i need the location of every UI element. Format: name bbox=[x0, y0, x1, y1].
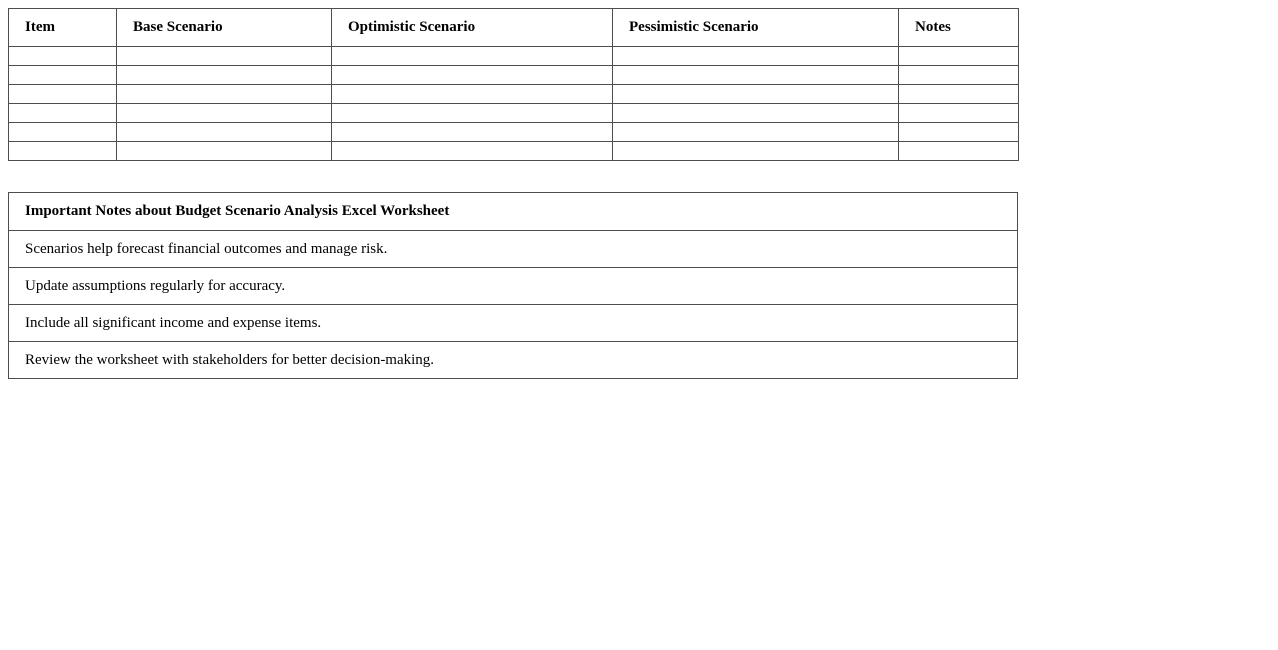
table-cell bbox=[9, 85, 117, 104]
header-optimistic-scenario: Optimistic Scenario bbox=[332, 9, 613, 47]
table-cell bbox=[9, 66, 117, 85]
table-cell bbox=[899, 104, 1019, 123]
notes-table bbox=[8, 192, 1018, 379]
table-cell bbox=[332, 47, 613, 66]
scenario-header-row bbox=[9, 9, 1019, 47]
note-text: Update assumptions regularly for accuracy. bbox=[9, 268, 1018, 305]
table-cell bbox=[332, 142, 613, 161]
table-row bbox=[9, 47, 1019, 66]
table-cell bbox=[332, 66, 613, 85]
scenario-table bbox=[8, 8, 1019, 161]
table-cell bbox=[613, 142, 899, 161]
table-cell bbox=[899, 66, 1019, 85]
table-cell bbox=[613, 47, 899, 66]
table-row bbox=[9, 85, 1019, 104]
table-cell bbox=[613, 123, 899, 142]
note-text: Review the worksheet with stakeholders for better decision-making. bbox=[9, 342, 1018, 379]
list-item bbox=[9, 305, 1018, 342]
table-cell bbox=[899, 85, 1019, 104]
table-row bbox=[9, 142, 1019, 161]
table-row bbox=[9, 123, 1019, 142]
header-notes: Notes bbox=[899, 9, 1019, 47]
notes-header-row bbox=[9, 193, 1018, 231]
table-cell bbox=[117, 85, 332, 104]
table-cell bbox=[9, 142, 117, 161]
list-item bbox=[9, 231, 1018, 268]
table-cell bbox=[117, 142, 332, 161]
table-cell bbox=[613, 85, 899, 104]
header-base-scenario: Base Scenario bbox=[117, 9, 332, 47]
table-row bbox=[9, 104, 1019, 123]
table-cell bbox=[613, 66, 899, 85]
note-text: Include all significant income and expense items. bbox=[9, 305, 1018, 342]
note-text: Scenarios help forecast financial outcomes and manage risk. bbox=[9, 231, 1018, 268]
table-cell bbox=[332, 104, 613, 123]
table-cell bbox=[9, 104, 117, 123]
table-cell bbox=[899, 47, 1019, 66]
table-cell bbox=[899, 142, 1019, 161]
table-cell bbox=[332, 123, 613, 142]
table-cell bbox=[613, 104, 899, 123]
notes-title: Important Notes about Budget Scenario Analysis Excel Worksheet bbox=[9, 193, 1018, 231]
table-cell bbox=[117, 66, 332, 85]
table-cell bbox=[9, 123, 117, 142]
table-cell bbox=[117, 104, 332, 123]
table-cell bbox=[899, 123, 1019, 142]
table-row bbox=[9, 66, 1019, 85]
header-item: Item bbox=[9, 9, 117, 47]
list-item bbox=[9, 342, 1018, 379]
table-cell bbox=[117, 47, 332, 66]
table-cell bbox=[9, 47, 117, 66]
table-cell bbox=[332, 85, 613, 104]
header-pessimistic-scenario: Pessimistic Scenario bbox=[613, 9, 899, 47]
table-cell bbox=[117, 123, 332, 142]
list-item bbox=[9, 268, 1018, 305]
